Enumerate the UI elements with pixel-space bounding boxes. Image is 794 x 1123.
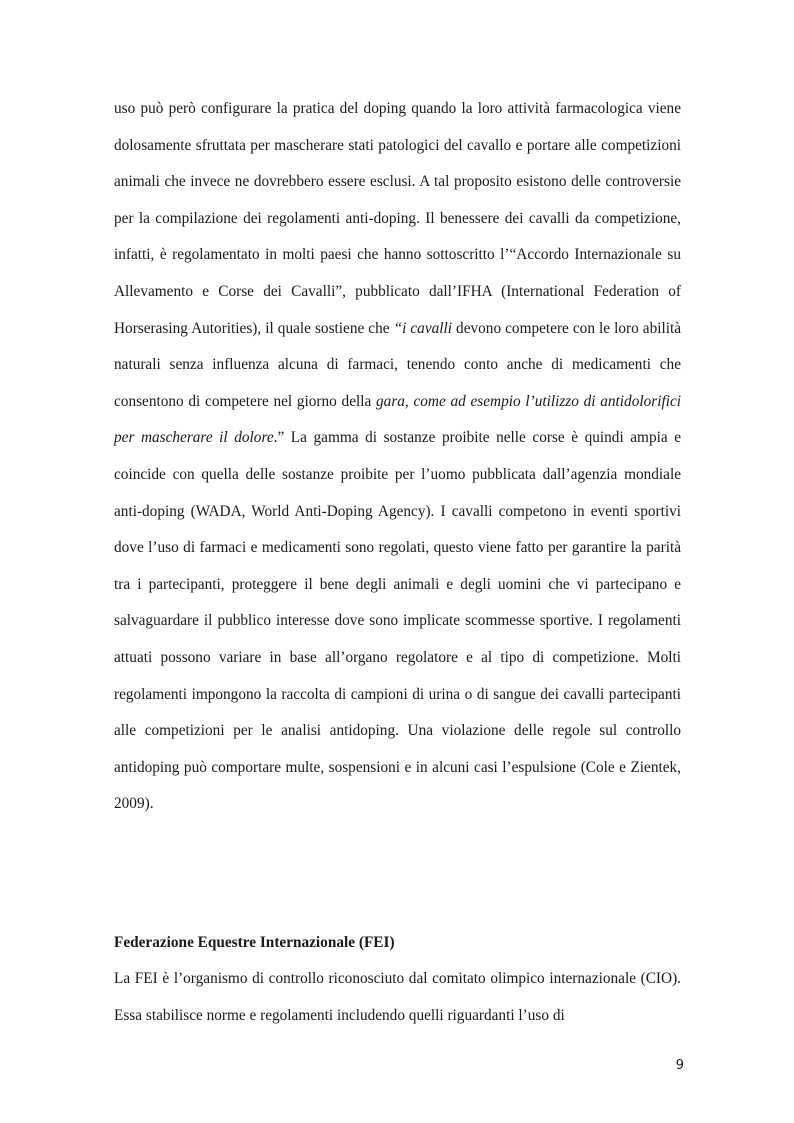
quote-italic-start: “i cavalli [393, 319, 453, 337]
section-heading: Federazione Equestre Internazionale (FEI) [114, 934, 395, 951]
body-paragraph [114, 91, 681, 823]
section-paragraph: La FEI è l’organismo di controllo riconosciuto dal comitato olimpico internazionale (CIO). Essa stabilisce norme e regolamenti includendo quelli riguardanti l’uso di [114, 970, 681, 1024]
page-number: 9 [675, 1058, 684, 1073]
paragraph-text-part-3: .” La gamma di sostanze proibite nelle corse è quindi ampia e coincide con quella delle sostanze proibite per l’uomo pubblicata dall’agenzia mondiale anti-doping (WADA, World Anti-Doping Agency). I cavalli competono in eventi sportivi dove l’uso di farmaci e medicamenti sono regolati, questo viene fatto per garantire la parità tra i partecipanti, proteggere il bene degli animali e degli uomini che vi partecipano e salvaguardare il pubblico interesse dove sono implicate scommesse sportive. I regolamenti attuati possono variare in base all’organo regolatore e al tipo di competizione. Molti regolamenti impongono la raccolta di campioni di urina o di sangue dei cavalli partecipanti alle competizioni per le analisi antidoping. Una violazione delle regole sul controllo antidoping può comportare multe, sospensioni e in alcuni casi l’espulsione (Cole e Zientek, 2009). [114, 429, 681, 813]
quote-italic-end: gara, come ad esempio l’utilizzo di antidolorifici per mascherare il dolore [114, 392, 681, 447]
paragraph-text-part-2: devono competere con le loro abilità naturali senza influenza alcuna di farmaci, tenendo conto anche di medicamenti che consentono di competere nel giorno della [114, 319, 682, 410]
paragraph-text-part-1: uso può però configurare la pratica del doping quando la loro attività farmacologica viene dolosamente sfruttata per mascherare stati patologici del cavallo e portare alle competizioni animali che invece ne dovrebbero essere esclusi. A tal proposito esistono delle controversie per la compilazione dei regolamenti anti-doping. Il benessere dei cavalli da competizione, infatti, è regolamentato in molti paesi che hanno sottoscritto l’“Accordo Internazionale su Allevamento e Corse dei Cavalli”, pubblicato dall’IFHA (International Federation of Horserasing Autorities), il quale sostiene che [114, 100, 681, 337]
